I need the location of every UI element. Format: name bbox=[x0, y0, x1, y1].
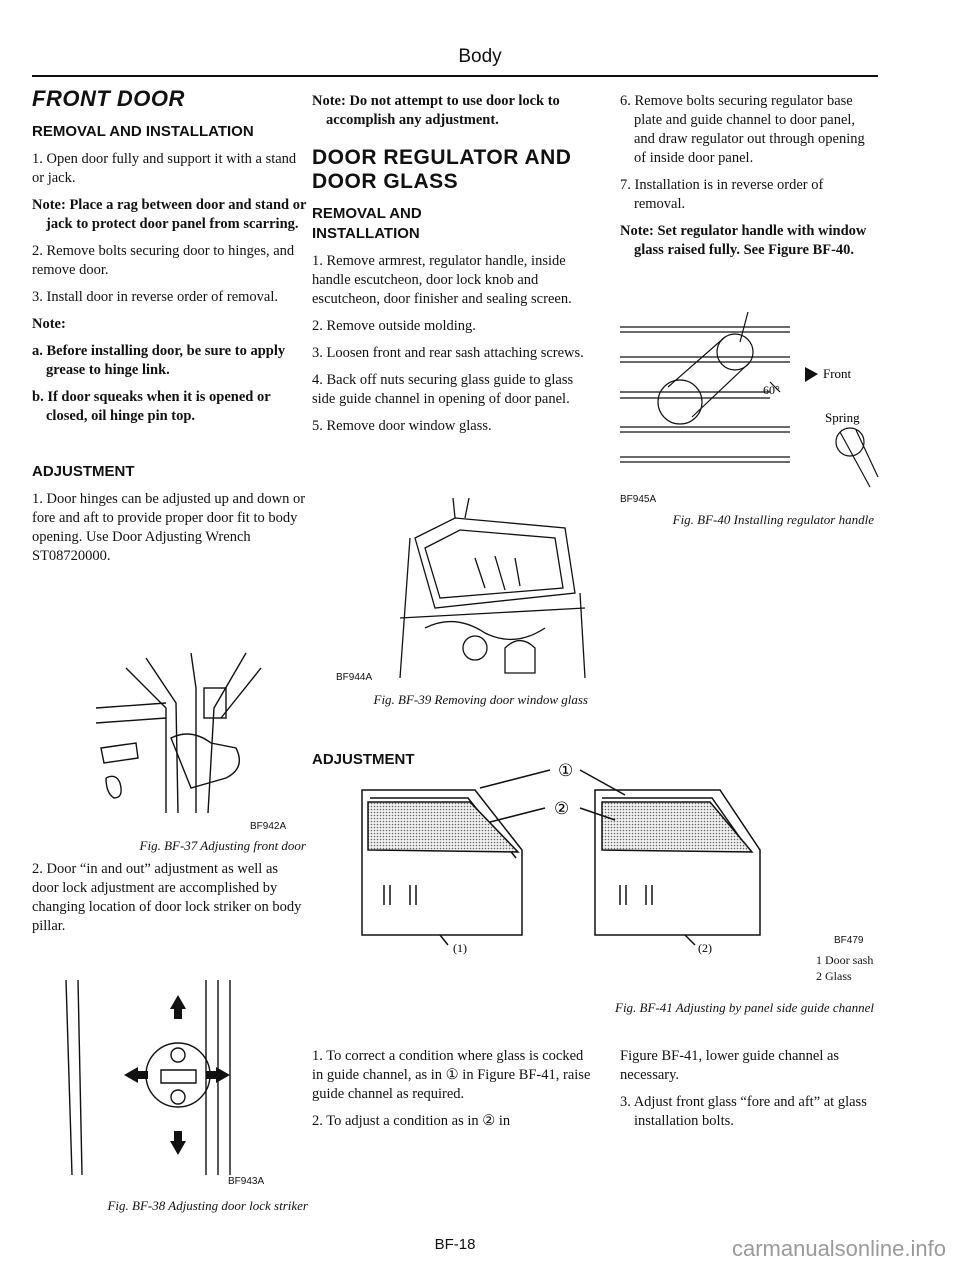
step-2: 2. Remove bolts securing door to hinges, and remove door. bbox=[32, 243, 295, 278]
note-label: Note: bbox=[32, 316, 66, 332]
fig-bf41-caption: Fig. BF-41 Adjusting by panel side guide channel bbox=[615, 1000, 874, 1015]
legend-glass: 2 Glass bbox=[816, 969, 852, 983]
note-a: a. Before installing door, be sure to apply grease to hinge link. bbox=[32, 343, 286, 378]
adjust-glass-step-2: 2. To adjust a condition as in ② in bbox=[312, 1113, 511, 1129]
fig-bf41-code: BF479 bbox=[834, 935, 864, 946]
adjust-glass-step-3: 3. Adjust front glass “fore and aft” at glass installation bolts. bbox=[620, 1094, 867, 1129]
header-rule bbox=[32, 75, 878, 77]
heading-removal-installation-2: REMOVAL AND INSTALLATION bbox=[312, 205, 422, 242]
fig-bf39-code: BF944A bbox=[336, 672, 373, 683]
step-1: 1. Open door fully and support it with a stand or jack. bbox=[32, 151, 297, 186]
fig-bf37-door-hinge-illustration bbox=[96, 648, 296, 813]
fig-bf40-spring-label: Spring bbox=[825, 410, 860, 425]
fig-bf40-regulator-handle-illustration bbox=[620, 312, 880, 492]
heading-adjustment: ADJUSTMENT bbox=[32, 463, 135, 480]
fig-bf41-callout-2: ② bbox=[554, 799, 570, 818]
fig-bf41-label-2: (2) bbox=[698, 941, 712, 955]
adjust-glass-step-2-cont: Figure BF-41, lower guide channel as necessary. bbox=[620, 1048, 840, 1083]
column-front-door bbox=[32, 86, 308, 574]
fig-bf41-legend bbox=[816, 952, 873, 984]
fig-bf38-code: BF943A bbox=[228, 1176, 265, 1187]
fig-bf41-guide-channel-illustration bbox=[340, 760, 880, 960]
heading-removal-installation: REMOVAL AND INSTALLATION bbox=[32, 123, 254, 140]
section-title-front-door: FRONT DOOR bbox=[32, 86, 185, 111]
reg-step-3: 3. Loosen front and rear sash attaching screws. bbox=[312, 345, 584, 361]
reg-step-6: 6. Remove bolts securing regulator base plate and guide channel to door panel, and draw regulator out through opening of inside door panel. bbox=[620, 93, 865, 166]
fig-bf38-striker-illustration bbox=[56, 975, 266, 1185]
fig-bf39-door-glass-illustration bbox=[395, 498, 595, 683]
fig-bf40-caption: Fig. BF-40 Installing regulator handle bbox=[672, 512, 874, 527]
column-regulator-continued bbox=[620, 92, 876, 268]
reg-step-2: 2. Remove outside molding. bbox=[312, 318, 476, 334]
heading-adjustment-2: ADJUSTMENT bbox=[312, 751, 415, 768]
fig-bf40-angle: 60° bbox=[763, 383, 780, 397]
note-regulator-handle: Note: Set regulator handle with window glass raised fully. See Figure BF-40. bbox=[620, 223, 867, 258]
fig-bf37-caption: Fig. BF-37 Adjusting front door bbox=[139, 838, 306, 853]
page-number: BF-18 bbox=[434, 1236, 476, 1253]
step-3: 3. Install door in reverse order of removal. bbox=[32, 289, 279, 305]
reg-step-1: 1. Remove armrest, regulator handle, inside handle escutcheon, door lock knob and escutcheon, door finisher and sealing screen. bbox=[312, 253, 572, 307]
fig-bf39-caption: Fig. BF-39 Removing door window glass bbox=[373, 692, 588, 707]
note-door-lock: Note: Do not attempt to use door lock to accomplish any adjustment. bbox=[312, 93, 560, 128]
fig-bf41-callout-1: ① bbox=[558, 761, 574, 780]
fig-bf37-code: BF942A bbox=[250, 821, 287, 832]
adjust-step-1: 1. Door hinges can be adjusted up and down or fore and aft to provide proper door fit to body opening. Use Door Adjusting Wrench ST08720000. bbox=[32, 491, 306, 564]
reg-step-7: 7. Installation is in reverse order of removal. bbox=[620, 177, 824, 212]
column-door-regulator bbox=[312, 92, 592, 444]
page-header-title: Body bbox=[458, 46, 502, 67]
note-rag: Note: Place a rag between door and stand or jack to protect door panel from scarring. bbox=[32, 197, 307, 232]
fig-bf40-code: BF945A bbox=[620, 494, 657, 505]
fig-bf41-label-1: (1) bbox=[453, 941, 467, 955]
reg-step-5: 5. Remove door window glass. bbox=[312, 418, 492, 434]
reg-step-4: 4. Back off nuts securing glass guide to glass side guide channel in opening of door panel. bbox=[312, 372, 574, 407]
note-b: b. If door squeaks when it is opened or closed, oil hinge pin top. bbox=[32, 389, 271, 424]
legend-door-sash: 1 Door sash bbox=[816, 953, 874, 967]
watermark: carmanualsonline.info bbox=[731, 1236, 946, 1261]
fig-bf38-caption: Fig. BF-38 Adjusting door lock striker bbox=[107, 1198, 308, 1213]
fig-bf40-front-label: Front bbox=[823, 366, 852, 381]
adjust-step-2: 2. Door “in and out” adjustment as well as door lock adjustment are accomplished by changing location of door lock striker on body pillar. bbox=[32, 861, 302, 934]
section-title-door-regulator: DOOR REGULATOR AND DOOR GLASS bbox=[312, 146, 572, 193]
adjust-glass-step-1: 1. To correct a condition where glass is cocked in guide channel, as in ① in Figure BF-41, raise guide channel as required. bbox=[312, 1048, 591, 1102]
